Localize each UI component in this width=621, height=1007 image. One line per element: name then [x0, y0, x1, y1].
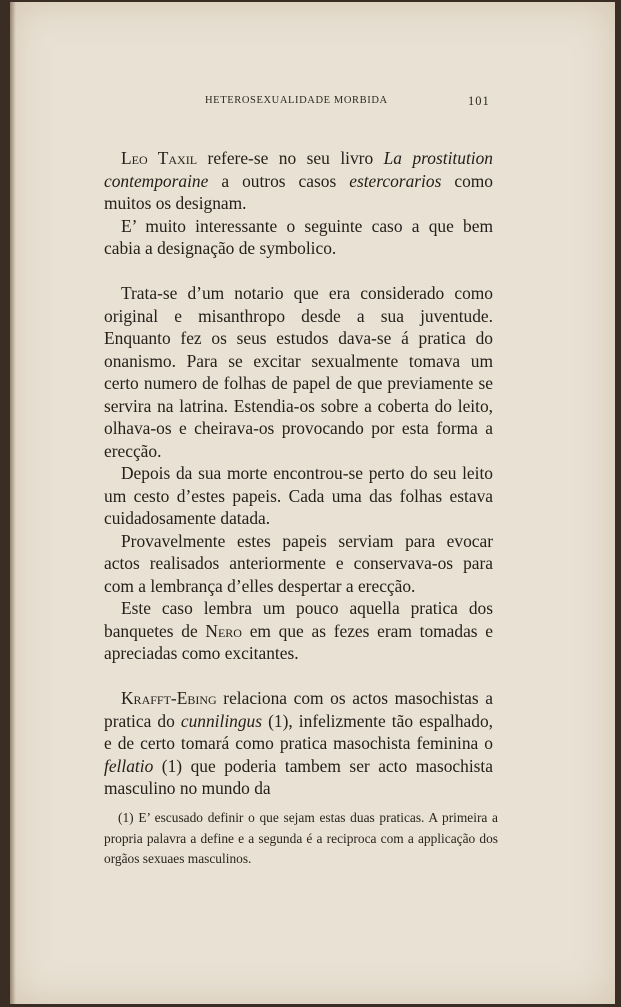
text-run: em que as fezes eram tomadas e apreciadas como excitantes.	[104, 620, 494, 663]
person-name: Nero	[205, 620, 242, 641]
text-run: a outros casos	[208, 170, 350, 191]
text-run: refere-se no seu livro	[197, 148, 384, 168]
footnote-ref: (1)	[153, 755, 183, 776]
text-run: relaciona com os actos masochistas a pratica do	[104, 688, 493, 731]
paragraph-2: E’ muito interessante o seguinte caso a que bem cabia a designação de symbolico.	[104, 215, 493, 258]
book-title: La prostitution contemporaine	[104, 148, 494, 191]
footnote	[104, 808, 498, 870]
page-number: 101	[468, 94, 490, 108]
paragraph-4: Depois da sua morte encontrou-se perto do seu leito um cesto d’estes papeis. Cada uma das folhas estava cuidadosamente datada.	[104, 463, 493, 528]
body-text	[104, 147, 493, 800]
paragraph-1	[104, 147, 493, 215]
paragraph-5: Provavelmente estes papeis serviam para evocar actos realisados anteriormente e conservava-os para com a lembrança d’elles despertar a erecção.	[104, 530, 493, 596]
term: cunnilingus	[180, 710, 263, 731]
paragraph-7	[104, 687, 493, 800]
author-name: Krafft-Ebing	[121, 688, 217, 708]
text-run: que poderia tambem ser acto masochista masculino no mundo da	[104, 755, 493, 798]
text-run: Este caso lembra um pouco aquella pratica dos banquetes de	[104, 598, 493, 641]
running-title: HETEROSEXUALIDADE MORBIDA	[205, 95, 388, 106]
footnote-text: (1) E’ escusado definir o que sejam estas duas praticas. A primeira a propria palavra a define e a segunda é a reciproca com a applicação dos orgãos sexuaes masculinos.	[104, 810, 498, 866]
term: estercorarios	[349, 170, 442, 191]
author-name: Leo Taxil	[121, 148, 198, 168]
text-run: como muitos os designam.	[104, 170, 493, 213]
term: fellatio	[104, 755, 154, 776]
footnote-ref: (1)	[262, 710, 289, 731]
page-header	[0, 95, 621, 111]
paragraph-3: Trata-se d’um notario que era considerado como original e misanthropo desde a sua juventude. Enquanto fez os seus estudos dava-se á pratica do onanismo. Para se excitar sexualmente tomava um certo numero de folhas de papel de que previamente se servira na latrina. Estendia-os sobre a coberta do leito, olhava-os e cheirava-os provocando por esta forma a erecção.	[104, 283, 493, 461]
paragraph-6	[104, 597, 493, 665]
text-run: , infelizmente tão espalhado, e de certo tomará como pratica masochista feminina o	[104, 710, 493, 753]
spine-shadow	[10, 2, 16, 1004]
